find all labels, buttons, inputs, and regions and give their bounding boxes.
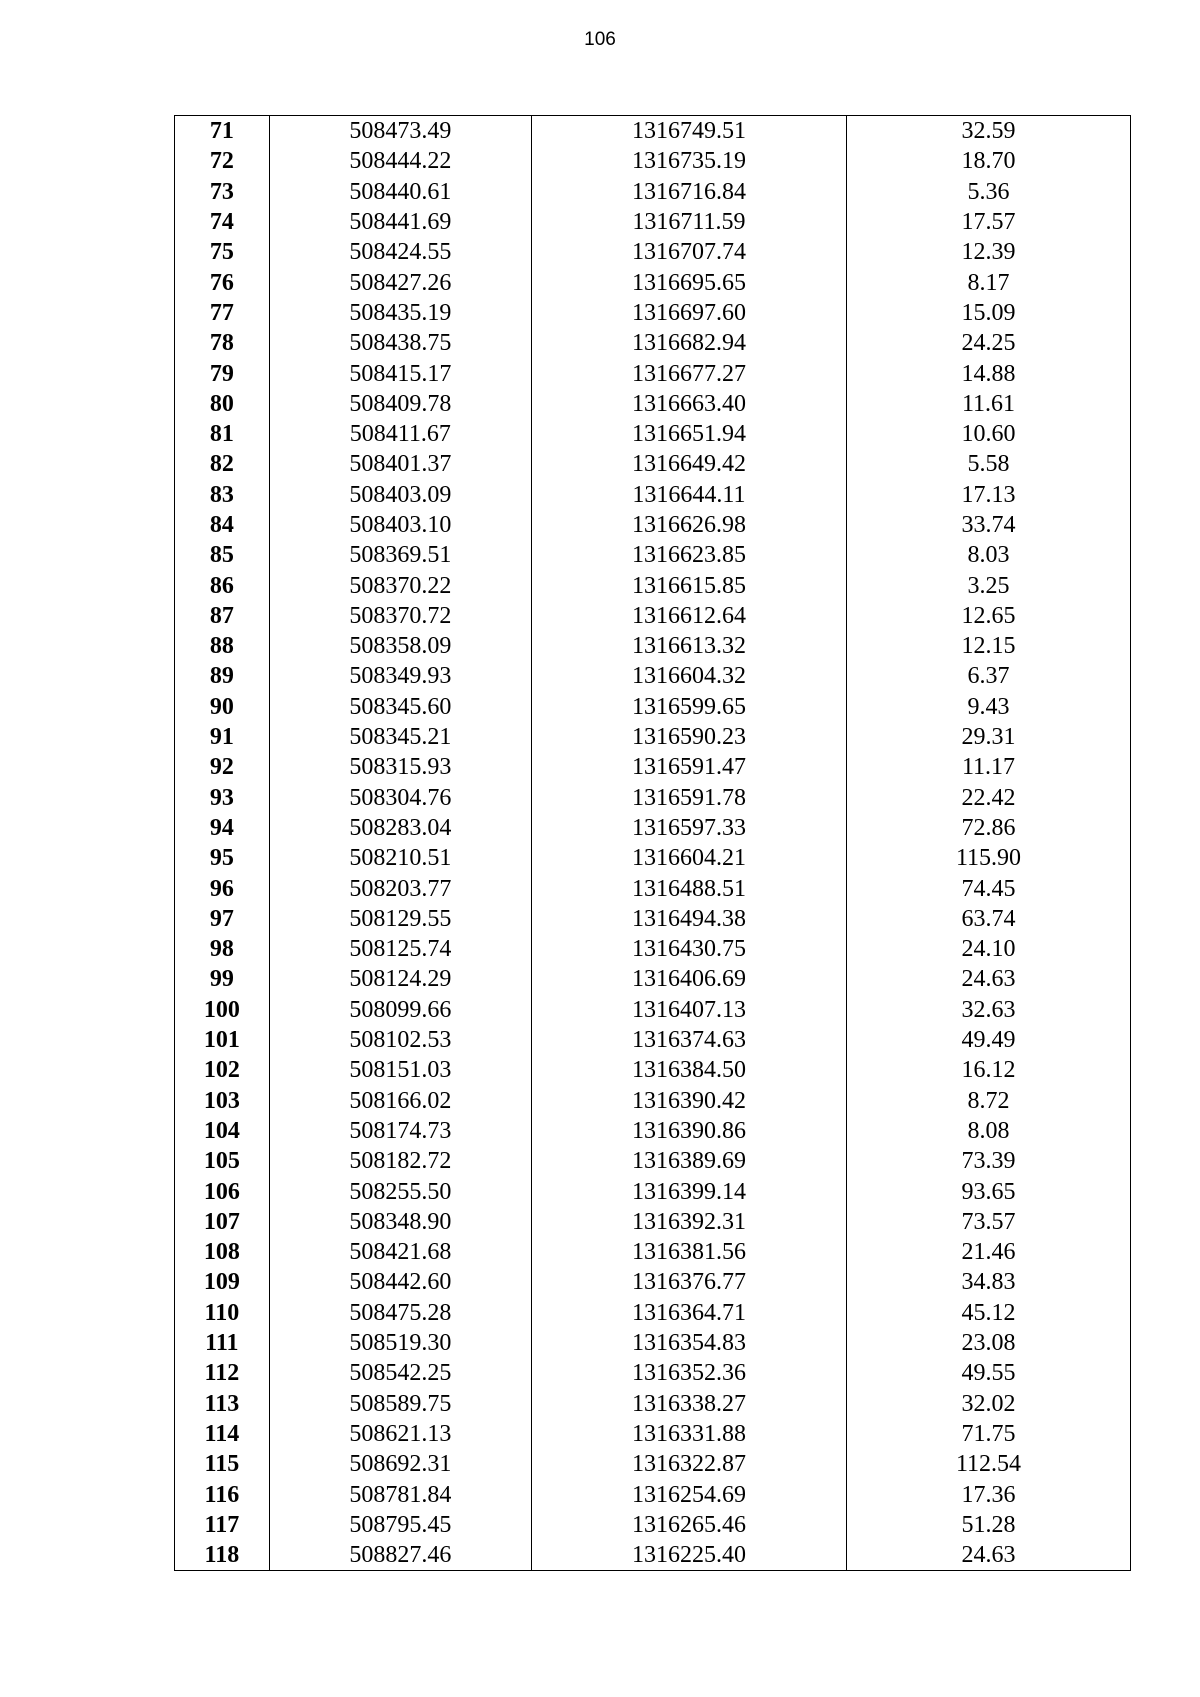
- distance-cell: 32.63: [847, 995, 1131, 1025]
- distance-cell: 24.25: [847, 328, 1131, 358]
- y-coordinate-cell: 1316407.13: [531, 995, 846, 1025]
- point-number-cell: 82: [175, 449, 270, 479]
- y-coordinate-cell: 1316376.77: [531, 1267, 846, 1297]
- point-number-cell: 91: [175, 722, 270, 752]
- table-row: [175, 540, 1131, 570]
- distance-cell: 63.74: [847, 904, 1131, 934]
- x-coordinate-cell: 508124.29: [269, 964, 531, 994]
- y-coordinate-cell: 1316644.11: [531, 480, 846, 510]
- distance-cell: 15.09: [847, 298, 1131, 328]
- point-number-cell: 92: [175, 752, 270, 782]
- distance-cell: 73.57: [847, 1207, 1131, 1237]
- y-coordinate-cell: 1316612.64: [531, 601, 846, 631]
- table-row: [175, 358, 1131, 388]
- x-coordinate-cell: 508370.72: [269, 601, 531, 631]
- x-coordinate-cell: 508166.02: [269, 1086, 531, 1116]
- point-number-cell: 80: [175, 389, 270, 419]
- table-row: [175, 843, 1131, 873]
- table-row: [175, 419, 1131, 449]
- distance-cell: 24.63: [847, 964, 1131, 994]
- x-coordinate-cell: 508358.09: [269, 631, 531, 661]
- x-coordinate-cell: 508125.74: [269, 934, 531, 964]
- y-coordinate-cell: 1316406.69: [531, 964, 846, 994]
- table-row: [175, 570, 1131, 600]
- y-coordinate-cell: 1316695.65: [531, 267, 846, 297]
- point-number-cell: 76: [175, 267, 270, 297]
- point-number-cell: 74: [175, 207, 270, 237]
- y-coordinate-cell: 1316331.88: [531, 1419, 846, 1449]
- y-coordinate-cell: 1316597.33: [531, 813, 846, 843]
- table-row: [175, 116, 1131, 147]
- y-coordinate-cell: 1316591.47: [531, 752, 846, 782]
- point-number-cell: 98: [175, 934, 270, 964]
- point-number-cell: 79: [175, 358, 270, 388]
- y-coordinate-cell: 1316677.27: [531, 358, 846, 388]
- point-number-cell: 103: [175, 1086, 270, 1116]
- table-row: [175, 783, 1131, 813]
- table-row: [175, 510, 1131, 540]
- point-number-cell: 115: [175, 1449, 270, 1479]
- distance-cell: 24.10: [847, 934, 1131, 964]
- y-coordinate-cell: 1316591.78: [531, 783, 846, 813]
- distance-cell: 24.63: [847, 1540, 1131, 1571]
- x-coordinate-cell: 508210.51: [269, 843, 531, 873]
- distance-cell: 17.57: [847, 207, 1131, 237]
- point-number-cell: 112: [175, 1358, 270, 1388]
- distance-cell: 49.49: [847, 1025, 1131, 1055]
- table-row: [175, 1176, 1131, 1206]
- table-row: [175, 1358, 1131, 1388]
- table-row: [175, 692, 1131, 722]
- point-number-cell: 108: [175, 1237, 270, 1267]
- y-coordinate-cell: 1316604.32: [531, 661, 846, 691]
- point-number-cell: 106: [175, 1176, 270, 1206]
- point-number-cell: 84: [175, 510, 270, 540]
- distance-cell: 17.36: [847, 1479, 1131, 1509]
- table-row: [175, 995, 1131, 1025]
- x-coordinate-cell: 508542.25: [269, 1358, 531, 1388]
- distance-cell: 34.83: [847, 1267, 1131, 1297]
- x-coordinate-cell: 508283.04: [269, 813, 531, 843]
- y-coordinate-cell: 1316623.85: [531, 540, 846, 570]
- distance-cell: 12.65: [847, 601, 1131, 631]
- distance-cell: 8.08: [847, 1116, 1131, 1146]
- table-row: [175, 480, 1131, 510]
- x-coordinate-cell: 508370.22: [269, 570, 531, 600]
- distance-cell: 51.28: [847, 1510, 1131, 1540]
- y-coordinate-cell: 1316374.63: [531, 1025, 846, 1055]
- x-coordinate-cell: 508519.30: [269, 1328, 531, 1358]
- y-coordinate-cell: 1316265.46: [531, 1510, 846, 1540]
- y-coordinate-cell: 1316716.84: [531, 177, 846, 207]
- x-coordinate-cell: 508182.72: [269, 1146, 531, 1176]
- table-row: [175, 1116, 1131, 1146]
- distance-cell: 72.86: [847, 813, 1131, 843]
- distance-cell: 3.25: [847, 570, 1131, 600]
- distance-cell: 18.70: [847, 146, 1131, 176]
- distance-cell: 23.08: [847, 1328, 1131, 1358]
- table-row: [175, 934, 1131, 964]
- point-number-cell: 118: [175, 1540, 270, 1571]
- distance-cell: 32.59: [847, 116, 1131, 147]
- point-number-cell: 114: [175, 1419, 270, 1449]
- distance-cell: 22.42: [847, 783, 1131, 813]
- x-coordinate-cell: 508795.45: [269, 1510, 531, 1540]
- point-number-cell: 93: [175, 783, 270, 813]
- point-number-cell: 110: [175, 1298, 270, 1328]
- point-number-cell: 81: [175, 419, 270, 449]
- table-row: [175, 964, 1131, 994]
- table-row: [175, 1237, 1131, 1267]
- point-number-cell: 111: [175, 1328, 270, 1358]
- point-number-cell: 101: [175, 1025, 270, 1055]
- point-number-cell: 117: [175, 1510, 270, 1540]
- table-row: [175, 722, 1131, 752]
- table-row: [175, 631, 1131, 661]
- table-row: [175, 328, 1131, 358]
- y-coordinate-cell: 1316354.83: [531, 1328, 846, 1358]
- point-number-cell: 99: [175, 964, 270, 994]
- distance-cell: 11.17: [847, 752, 1131, 782]
- table-row: [175, 1055, 1131, 1085]
- distance-cell: 11.61: [847, 389, 1131, 419]
- distance-cell: 71.75: [847, 1419, 1131, 1449]
- page-number: 106: [584, 29, 616, 50]
- point-number-cell: 71: [175, 116, 270, 147]
- point-number-cell: 72: [175, 146, 270, 176]
- point-number-cell: 97: [175, 904, 270, 934]
- x-coordinate-cell: 508348.90: [269, 1207, 531, 1237]
- y-coordinate-cell: 1316225.40: [531, 1540, 846, 1571]
- y-coordinate-cell: 1316364.71: [531, 1298, 846, 1328]
- point-number-cell: 104: [175, 1116, 270, 1146]
- x-coordinate-cell: 508102.53: [269, 1025, 531, 1055]
- y-coordinate-cell: 1316749.51: [531, 116, 846, 147]
- y-coordinate-cell: 1316399.14: [531, 1176, 846, 1206]
- distance-cell: 45.12: [847, 1298, 1131, 1328]
- y-coordinate-cell: 1316381.56: [531, 1237, 846, 1267]
- table-body: [175, 116, 1131, 1571]
- coordinates-table: [174, 115, 1131, 1571]
- y-coordinate-cell: 1316392.31: [531, 1207, 846, 1237]
- point-number-cell: 116: [175, 1479, 270, 1509]
- distance-cell: 6.37: [847, 661, 1131, 691]
- table-row: [175, 1328, 1131, 1358]
- distance-cell: 16.12: [847, 1055, 1131, 1085]
- point-number-cell: 96: [175, 873, 270, 903]
- distance-cell: 5.36: [847, 177, 1131, 207]
- x-coordinate-cell: 508442.60: [269, 1267, 531, 1297]
- x-coordinate-cell: 508403.10: [269, 510, 531, 540]
- x-coordinate-cell: 508151.03: [269, 1055, 531, 1085]
- y-coordinate-cell: 1316590.23: [531, 722, 846, 752]
- y-coordinate-cell: 1316682.94: [531, 328, 846, 358]
- x-coordinate-cell: 508369.51: [269, 540, 531, 570]
- y-coordinate-cell: 1316697.60: [531, 298, 846, 328]
- table-row: [175, 237, 1131, 267]
- x-coordinate-cell: 508349.93: [269, 661, 531, 691]
- distance-cell: 93.65: [847, 1176, 1131, 1206]
- distance-cell: 9.43: [847, 692, 1131, 722]
- point-number-cell: 107: [175, 1207, 270, 1237]
- distance-cell: 8.03: [847, 540, 1131, 570]
- x-coordinate-cell: 508692.31: [269, 1449, 531, 1479]
- table-row: [175, 601, 1131, 631]
- x-coordinate-cell: 508435.19: [269, 298, 531, 328]
- x-coordinate-cell: 508411.67: [269, 419, 531, 449]
- distance-cell: 17.13: [847, 480, 1131, 510]
- x-coordinate-cell: 508475.28: [269, 1298, 531, 1328]
- point-number-cell: 77: [175, 298, 270, 328]
- table-row: [175, 1025, 1131, 1055]
- point-number-cell: 75: [175, 237, 270, 267]
- y-coordinate-cell: 1316430.75: [531, 934, 846, 964]
- table-row: [175, 146, 1131, 176]
- table-row: [175, 1146, 1131, 1176]
- table-row: [175, 1086, 1131, 1116]
- point-number-cell: 85: [175, 540, 270, 570]
- distance-cell: 14.88: [847, 358, 1131, 388]
- y-coordinate-cell: 1316615.85: [531, 570, 846, 600]
- point-number-cell: 100: [175, 995, 270, 1025]
- x-coordinate-cell: 508129.55: [269, 904, 531, 934]
- x-coordinate-cell: 508781.84: [269, 1479, 531, 1509]
- point-number-cell: 109: [175, 1267, 270, 1297]
- table-row: [175, 813, 1131, 843]
- distance-cell: 73.39: [847, 1146, 1131, 1176]
- y-coordinate-cell: 1316390.42: [531, 1086, 846, 1116]
- distance-cell: 32.02: [847, 1388, 1131, 1418]
- point-number-cell: 87: [175, 601, 270, 631]
- point-number-cell: 102: [175, 1055, 270, 1085]
- y-coordinate-cell: 1316322.87: [531, 1449, 846, 1479]
- x-coordinate-cell: 508827.46: [269, 1540, 531, 1571]
- table-row: [175, 752, 1131, 782]
- point-number-cell: 94: [175, 813, 270, 843]
- x-coordinate-cell: 508099.66: [269, 995, 531, 1025]
- distance-cell: 21.46: [847, 1237, 1131, 1267]
- y-coordinate-cell: 1316626.98: [531, 510, 846, 540]
- y-coordinate-cell: 1316488.51: [531, 873, 846, 903]
- x-coordinate-cell: 508444.22: [269, 146, 531, 176]
- y-coordinate-cell: 1316389.69: [531, 1146, 846, 1176]
- table-row: [175, 1388, 1131, 1418]
- table-row: [175, 1479, 1131, 1509]
- y-coordinate-cell: 1316707.74: [531, 237, 846, 267]
- x-coordinate-cell: 508401.37: [269, 449, 531, 479]
- x-coordinate-cell: 508589.75: [269, 1388, 531, 1418]
- point-number-cell: 83: [175, 480, 270, 510]
- table-row: [175, 904, 1131, 934]
- table-row: [175, 1419, 1131, 1449]
- distance-cell: 8.17: [847, 267, 1131, 297]
- y-coordinate-cell: 1316338.27: [531, 1388, 846, 1418]
- x-coordinate-cell: 508315.93: [269, 752, 531, 782]
- distance-cell: 29.31: [847, 722, 1131, 752]
- y-coordinate-cell: 1316651.94: [531, 419, 846, 449]
- x-coordinate-cell: 508409.78: [269, 389, 531, 419]
- point-number-cell: 105: [175, 1146, 270, 1176]
- y-coordinate-cell: 1316649.42: [531, 449, 846, 479]
- table-row: [175, 1267, 1131, 1297]
- table-row: [175, 267, 1131, 297]
- distance-cell: 112.54: [847, 1449, 1131, 1479]
- x-coordinate-cell: 508255.50: [269, 1176, 531, 1206]
- point-number-cell: 73: [175, 177, 270, 207]
- y-coordinate-cell: 1316711.59: [531, 207, 846, 237]
- point-number-cell: 78: [175, 328, 270, 358]
- table-row: [175, 449, 1131, 479]
- x-coordinate-cell: 508440.61: [269, 177, 531, 207]
- table-row: [175, 661, 1131, 691]
- x-coordinate-cell: 508621.13: [269, 1419, 531, 1449]
- point-number-cell: 90: [175, 692, 270, 722]
- table-row: [175, 1540, 1131, 1571]
- y-coordinate-cell: 1316735.19: [531, 146, 846, 176]
- y-coordinate-cell: 1316613.32: [531, 631, 846, 661]
- table-row: [175, 1298, 1131, 1328]
- y-coordinate-cell: 1316663.40: [531, 389, 846, 419]
- y-coordinate-cell: 1316254.69: [531, 1479, 846, 1509]
- x-coordinate-cell: 508174.73: [269, 1116, 531, 1146]
- table-row: [175, 298, 1131, 328]
- distance-cell: 8.72: [847, 1086, 1131, 1116]
- x-coordinate-cell: 508421.68: [269, 1237, 531, 1267]
- distance-cell: 74.45: [847, 873, 1131, 903]
- x-coordinate-cell: 508427.26: [269, 267, 531, 297]
- point-number-cell: 95: [175, 843, 270, 873]
- table-row: [175, 1449, 1131, 1479]
- table-row: [175, 1207, 1131, 1237]
- distance-cell: 12.39: [847, 237, 1131, 267]
- x-coordinate-cell: 508473.49: [269, 116, 531, 147]
- x-coordinate-cell: 508203.77: [269, 873, 531, 903]
- x-coordinate-cell: 508438.75: [269, 328, 531, 358]
- y-coordinate-cell: 1316352.36: [531, 1358, 846, 1388]
- x-coordinate-cell: 508345.60: [269, 692, 531, 722]
- y-coordinate-cell: 1316494.38: [531, 904, 846, 934]
- y-coordinate-cell: 1316390.86: [531, 1116, 846, 1146]
- table-row: [175, 1510, 1131, 1540]
- distance-cell: 115.90: [847, 843, 1131, 873]
- table-row: [175, 389, 1131, 419]
- point-number-cell: 89: [175, 661, 270, 691]
- x-coordinate-cell: 508441.69: [269, 207, 531, 237]
- distance-cell: 10.60: [847, 419, 1131, 449]
- y-coordinate-cell: 1316384.50: [531, 1055, 846, 1085]
- x-coordinate-cell: 508345.21: [269, 722, 531, 752]
- point-number-cell: 88: [175, 631, 270, 661]
- point-number-cell: 113: [175, 1388, 270, 1418]
- distance-cell: 5.58: [847, 449, 1131, 479]
- y-coordinate-cell: 1316599.65: [531, 692, 846, 722]
- x-coordinate-cell: 508424.55: [269, 237, 531, 267]
- table-row: [175, 177, 1131, 207]
- table-row: [175, 873, 1131, 903]
- table-row: [175, 207, 1131, 237]
- x-coordinate-cell: 508415.17: [269, 358, 531, 388]
- x-coordinate-cell: 508403.09: [269, 480, 531, 510]
- x-coordinate-cell: 508304.76: [269, 783, 531, 813]
- point-number-cell: 86: [175, 570, 270, 600]
- distance-cell: 12.15: [847, 631, 1131, 661]
- y-coordinate-cell: 1316604.21: [531, 843, 846, 873]
- distance-cell: 33.74: [847, 510, 1131, 540]
- distance-cell: 49.55: [847, 1358, 1131, 1388]
